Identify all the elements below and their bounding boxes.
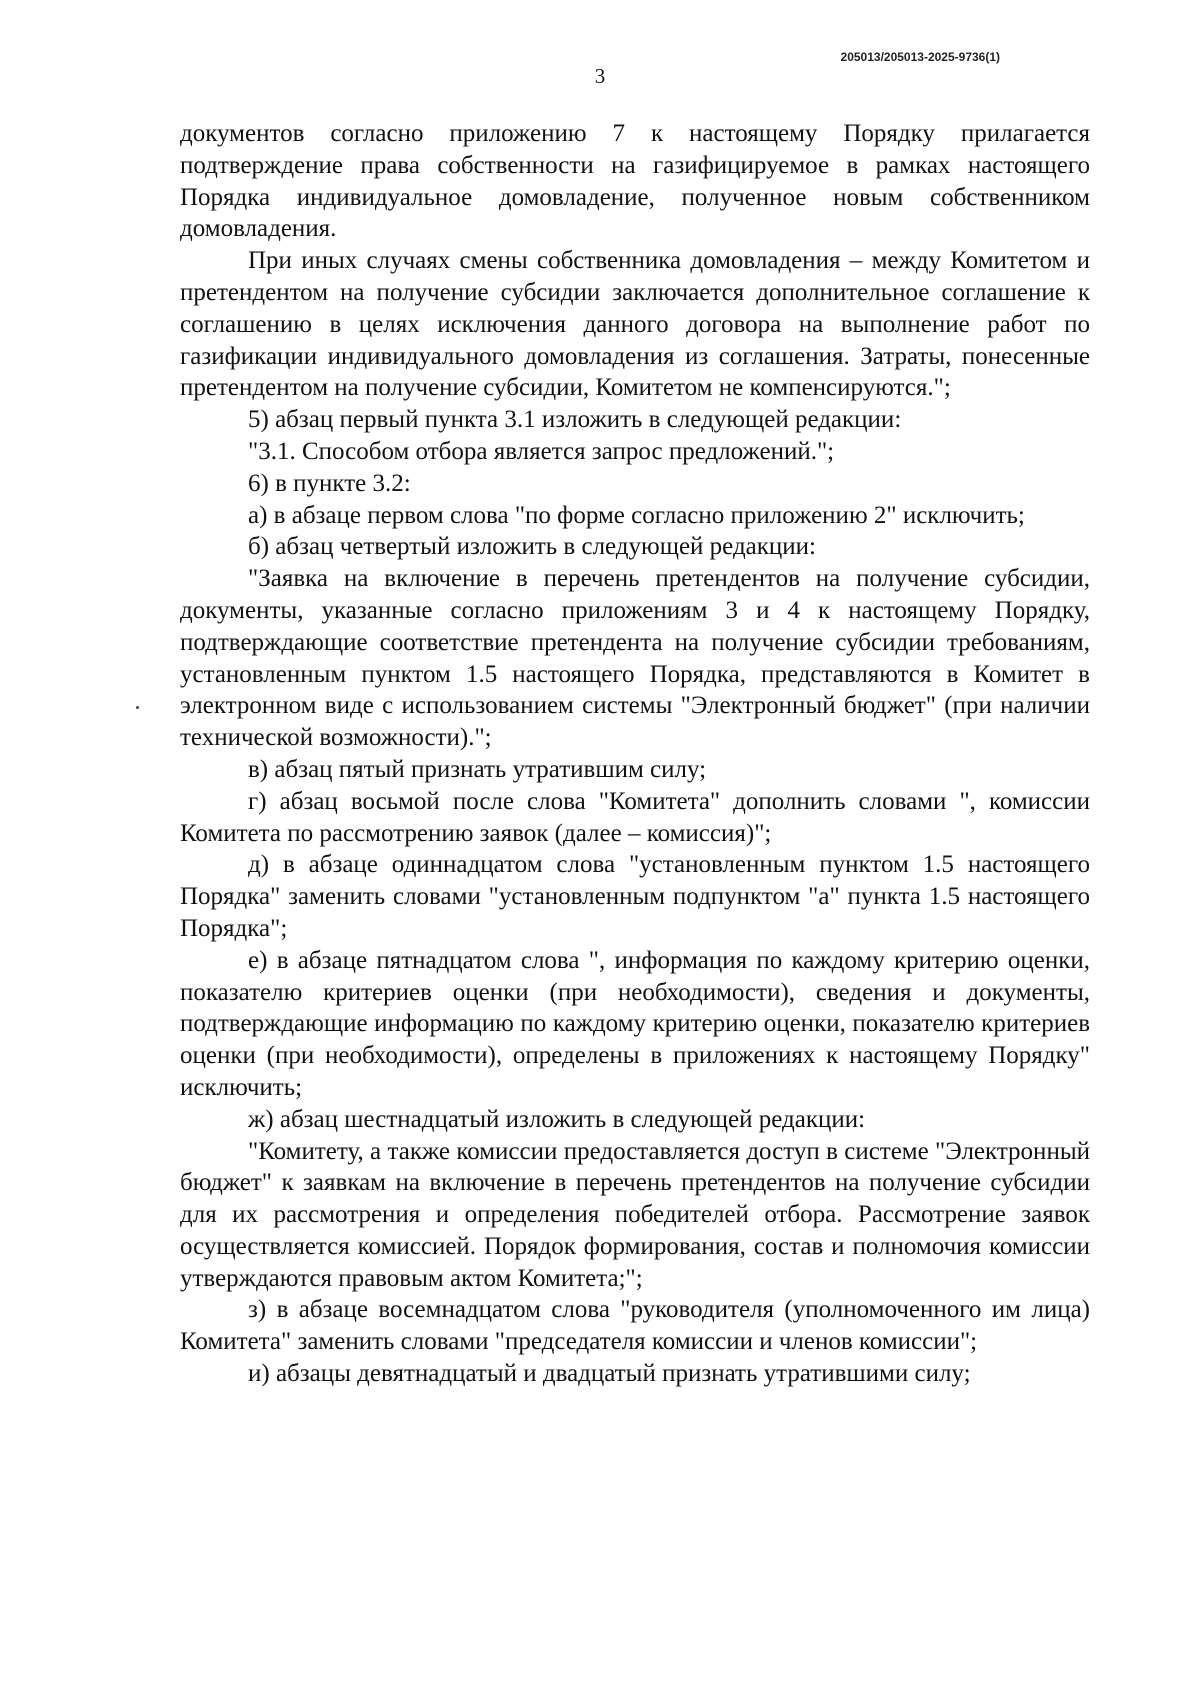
paragraph: ж) абзац шестнадцатый изложить в следующей редакции: [248,1105,866,1133]
paragraph: д) в абзаце одиннадцатом слова "установленным пунктом 1.5 настоящего Порядка" заменить словами "установленным подпунктом "а" пункта 1.5 настоящего Порядка"; [180,851,1090,942]
paragraph: При иных случаях смены собственника домовладения – между Комитетом и претендентом на получение субсидии заключается дополнительное соглашение к соглашению в целях исключения данного договора на выполнение работ по газификации индивидуального домовладения из соглашения. Затраты, понесенные претендентом на получение субсидии, Комитетом не компенсируются."; [180,247,1090,402]
paragraph: б) абзац четвертый изложить в следующей редакции: [248,533,816,561]
paragraph: в) абзац пятый признать утратившим силу; [248,755,707,783]
document-registration-code: 205013/205013-2025-9736(1) [840,50,1000,64]
scan-speck [136,706,139,709]
paragraph: 5) абзац первый пункта 3.1 изложить в следующей редакции: [248,406,902,434]
paragraph: з) в абзаце восемнадцатом слова "руководителя (уполномоченного им лица) Комитета" заменить словами "председателя комиссии и членов комиссии"; [180,1296,1090,1356]
paragraph: "3.1. Способом отбора является запрос предложений."; [248,437,835,465]
page-number: 3 [594,64,606,88]
paragraph: и) абзацы девятнадцатый и двадцатый признать утратившими силу; [248,1360,971,1388]
paragraph: "Комитету, а также комиссии предоставляется доступ в системе "Электронный бюджет" к заявкам на включение в перечень претендентов на получение субсидии для их рассмотрения и определения победителей отбора. Рассмотрение заявок осуществляется комиссией. Порядок формирования, состав и полномочия комиссии утверждаются правовым актом Комитета;"; [180,1137,1090,1292]
paragraph: е) в абзаце пятнадцатом слова ", информация по каждому критерию оценки, показателю критериев оценки (при необходимости), сведения и документы, подтверждающие информацию по каждому критерию оценки, показателю критериев оценки (при необходимости), определены в приложениях к настоящему Порядку" исключить; [180,946,1090,1101]
paragraph: а) в абзаце первом слова "по форме согласно приложению 2" исключить; [248,501,1025,529]
paragraph: г) абзац восьмой после слова "Комитета" дополнить словами ", комиссии Комитета по рассмотрению заявок (далее – комиссия)"; [180,787,1090,847]
paragraph: 6) в пункте 3.2: [248,469,411,497]
paragraph: документов согласно приложению 7 к настоящему Порядку прилагается подтверждение права собственности на газифицируемое в рамках настоящего Порядка индивидуальное домовладение, полученное новым собственником домовладения. [180,120,1090,243]
paragraph: "Заявка на включение в перечень претендентов на получение субсидии, документы, указанные согласно приложениям 3 и 4 к настоящему Порядку, подтверждающие соответствие претендента на получение субсидии требованиям, установленным пунктом 1.5 настоящего Порядка, представляются в Комитет в электронном виде с использованием системы "Электронный бюджет" (при наличии технической возможности)."; [180,565,1090,752]
document-body [180,118,1090,1390]
